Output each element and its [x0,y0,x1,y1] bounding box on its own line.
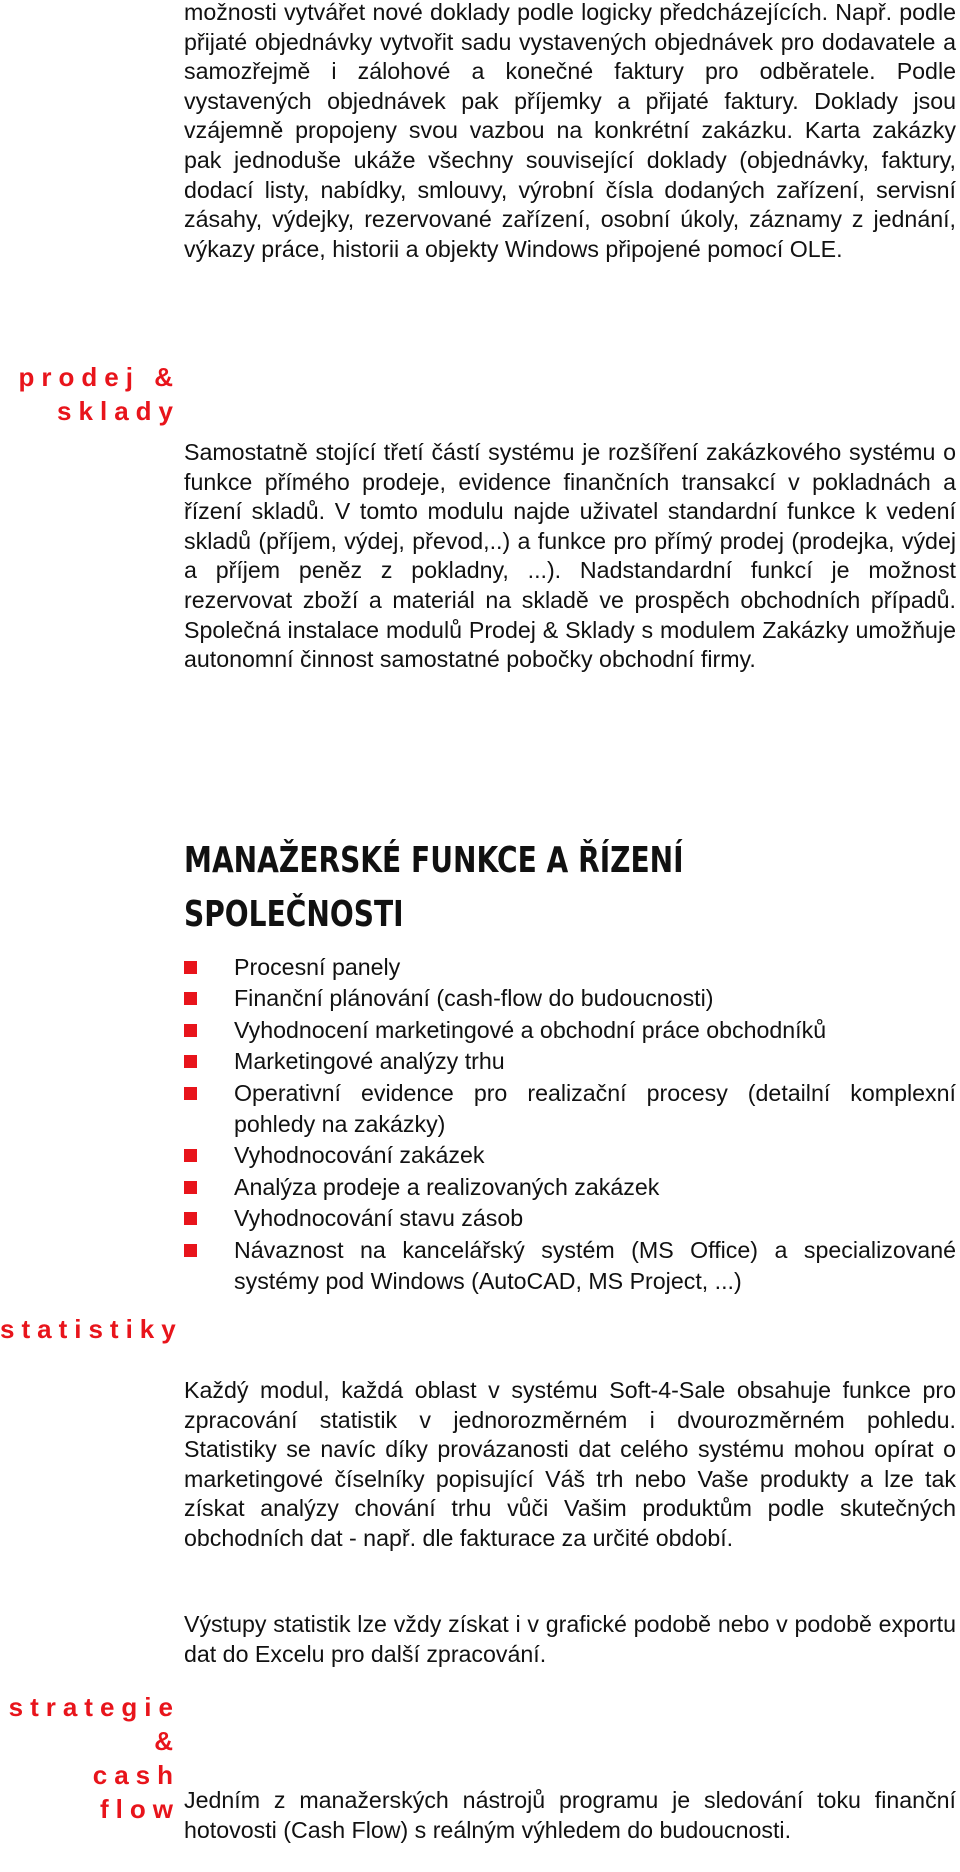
list-item [184,1140,956,1171]
bullet-square-icon [184,1149,197,1162]
list-item-text: Finanční plánování (cash-flow do budoucnosti) [234,985,714,1012]
list-item-text: Procesní panely [234,954,401,980]
list-item [184,1015,956,1046]
statistiky-export-paragraph: Výstupy statistik lze vždy získat i v grafické podobě nebo v podobě exportu dat do Excelu pro další zpracování. [184,1611,956,1667]
list-item-text: Vyhodnocování stavu zásob [234,1205,524,1232]
list-item-text: Vyhodnocení marketingové a obchodní práce obchodníků [234,1016,827,1043]
side-label-line: strategie & [8,1692,180,1756]
bullet-square-icon [184,1087,197,1100]
heading-line: MANAŽERSKÉ FUNKCE A ŘÍZENÍ [184,840,684,881]
strategie-paragraph: Jedním z manažerských nástrojů programu je sledování toku finanční hotovosti (Cash Flow) s reálným výhledem do budoucnosti. [184,1787,956,1843]
section-heading [184,834,786,942]
bullet-square-icon [184,1024,197,1037]
feature-list [184,952,956,1297]
bullet-square-icon [184,1055,197,1068]
prodej-paragraph: Samostatně stojící třetí částí systému je rozšíření zakázkového systému o funkce přímého prodeje, evidence finančních transakcí v pokladnách a řízení skladů. V tomto modulu najde uživatel standardní funkce k vedení skladů (příjem, výdej, převod,..) a funkce pro přímý prodej (prodejka, výdej a příjem peněz z pokladny, ...). Nadstandardní funkcí je možnost rezervovat zboží a materiál na skladě ve prospěch obchodních případů. Společná instalace modulů Prodej & Sklady s modulem Zakázky umožňuje autonomní činnost samostatné pobočky obchodní firmy. [184,439,956,673]
intro-paragraph: možnosti vytvářet nové doklady podle logicky předcházejících. Např. podle přijaté objednávky vytvořit sadu vystavených objednávek pro dodavatele a samozřejmě i zálohové a konečné faktury pro odběratele. Podle vystavených objednávek pak příjemky a přijaté faktury. Doklady jsou vzájemně propojeny svou vazbou na konkrétní zakázku. Karta zakázky pak jednoduše ukáže všechny související doklady (objednávky, faktury, dodací listy, nabídky, smlouvy, výrobní čísla dodaných zařízení, servisní zásahy, výdejky, rezervované zařízení, osobní úkoly, záznamy z jednání, výkazy práce, historii a objekty Windows připojené pomocí OLE. [184,0,956,262]
side-label-line: statistiky [0,1314,183,1344]
list-item [184,1078,956,1141]
bullet-square-icon [184,961,197,974]
side-label-statistiky [0,1312,183,1346]
list-item [184,1203,956,1234]
list-item [184,1172,956,1203]
list-item [184,983,956,1014]
list-item-text: Analýza prodeje a realizovaných zakázek [234,1173,660,1200]
heading-line: SPOLEČNOSTI [184,894,404,935]
side-label-line: cash flow [92,1760,180,1824]
list-item [184,952,956,983]
list-item [184,1046,956,1077]
side-label-strategie-cash-flow [0,1690,180,1826]
bullet-square-icon [184,992,197,1005]
bullet-square-icon [184,1244,197,1257]
list-item-text: Operativní evidence pro realizační procesy (detailní komplexní pohledy na zakázky) [234,1079,956,1138]
list-item-text: Návaznost na kancelářský systém (MS Office) a specializované systémy pod Windows (AutoCAD, MS Project, ...) [234,1236,956,1295]
list-item-text: Marketingové analýzy trhu [234,1048,505,1075]
list-item [184,1235,956,1298]
side-label-prodej-sklady [0,360,180,428]
side-label-line: sklady [57,396,180,426]
bullet-square-icon [184,1212,197,1225]
side-label-line: prodej & [18,362,180,392]
list-item-text: Vyhodnocování zakázek [234,1142,485,1169]
statistiky-paragraph: Každý modul, každá oblast v systému Soft-4-Sale obsahuje funkce pro zpracování statistik v jednorozměrném i dvourozměrném pohledu. Statistiky se navíc díky provázanosti dat celého systému mohou opírat o marketingové číselníky popisující Váš trh nebo Vaše produkty a lze tak získat analýzy chování trhu vůči Vašim produktům podle skutečných obchodních dat - např. dle fakturace za určité období. [184,1377,956,1551]
bullet-square-icon [184,1181,197,1194]
